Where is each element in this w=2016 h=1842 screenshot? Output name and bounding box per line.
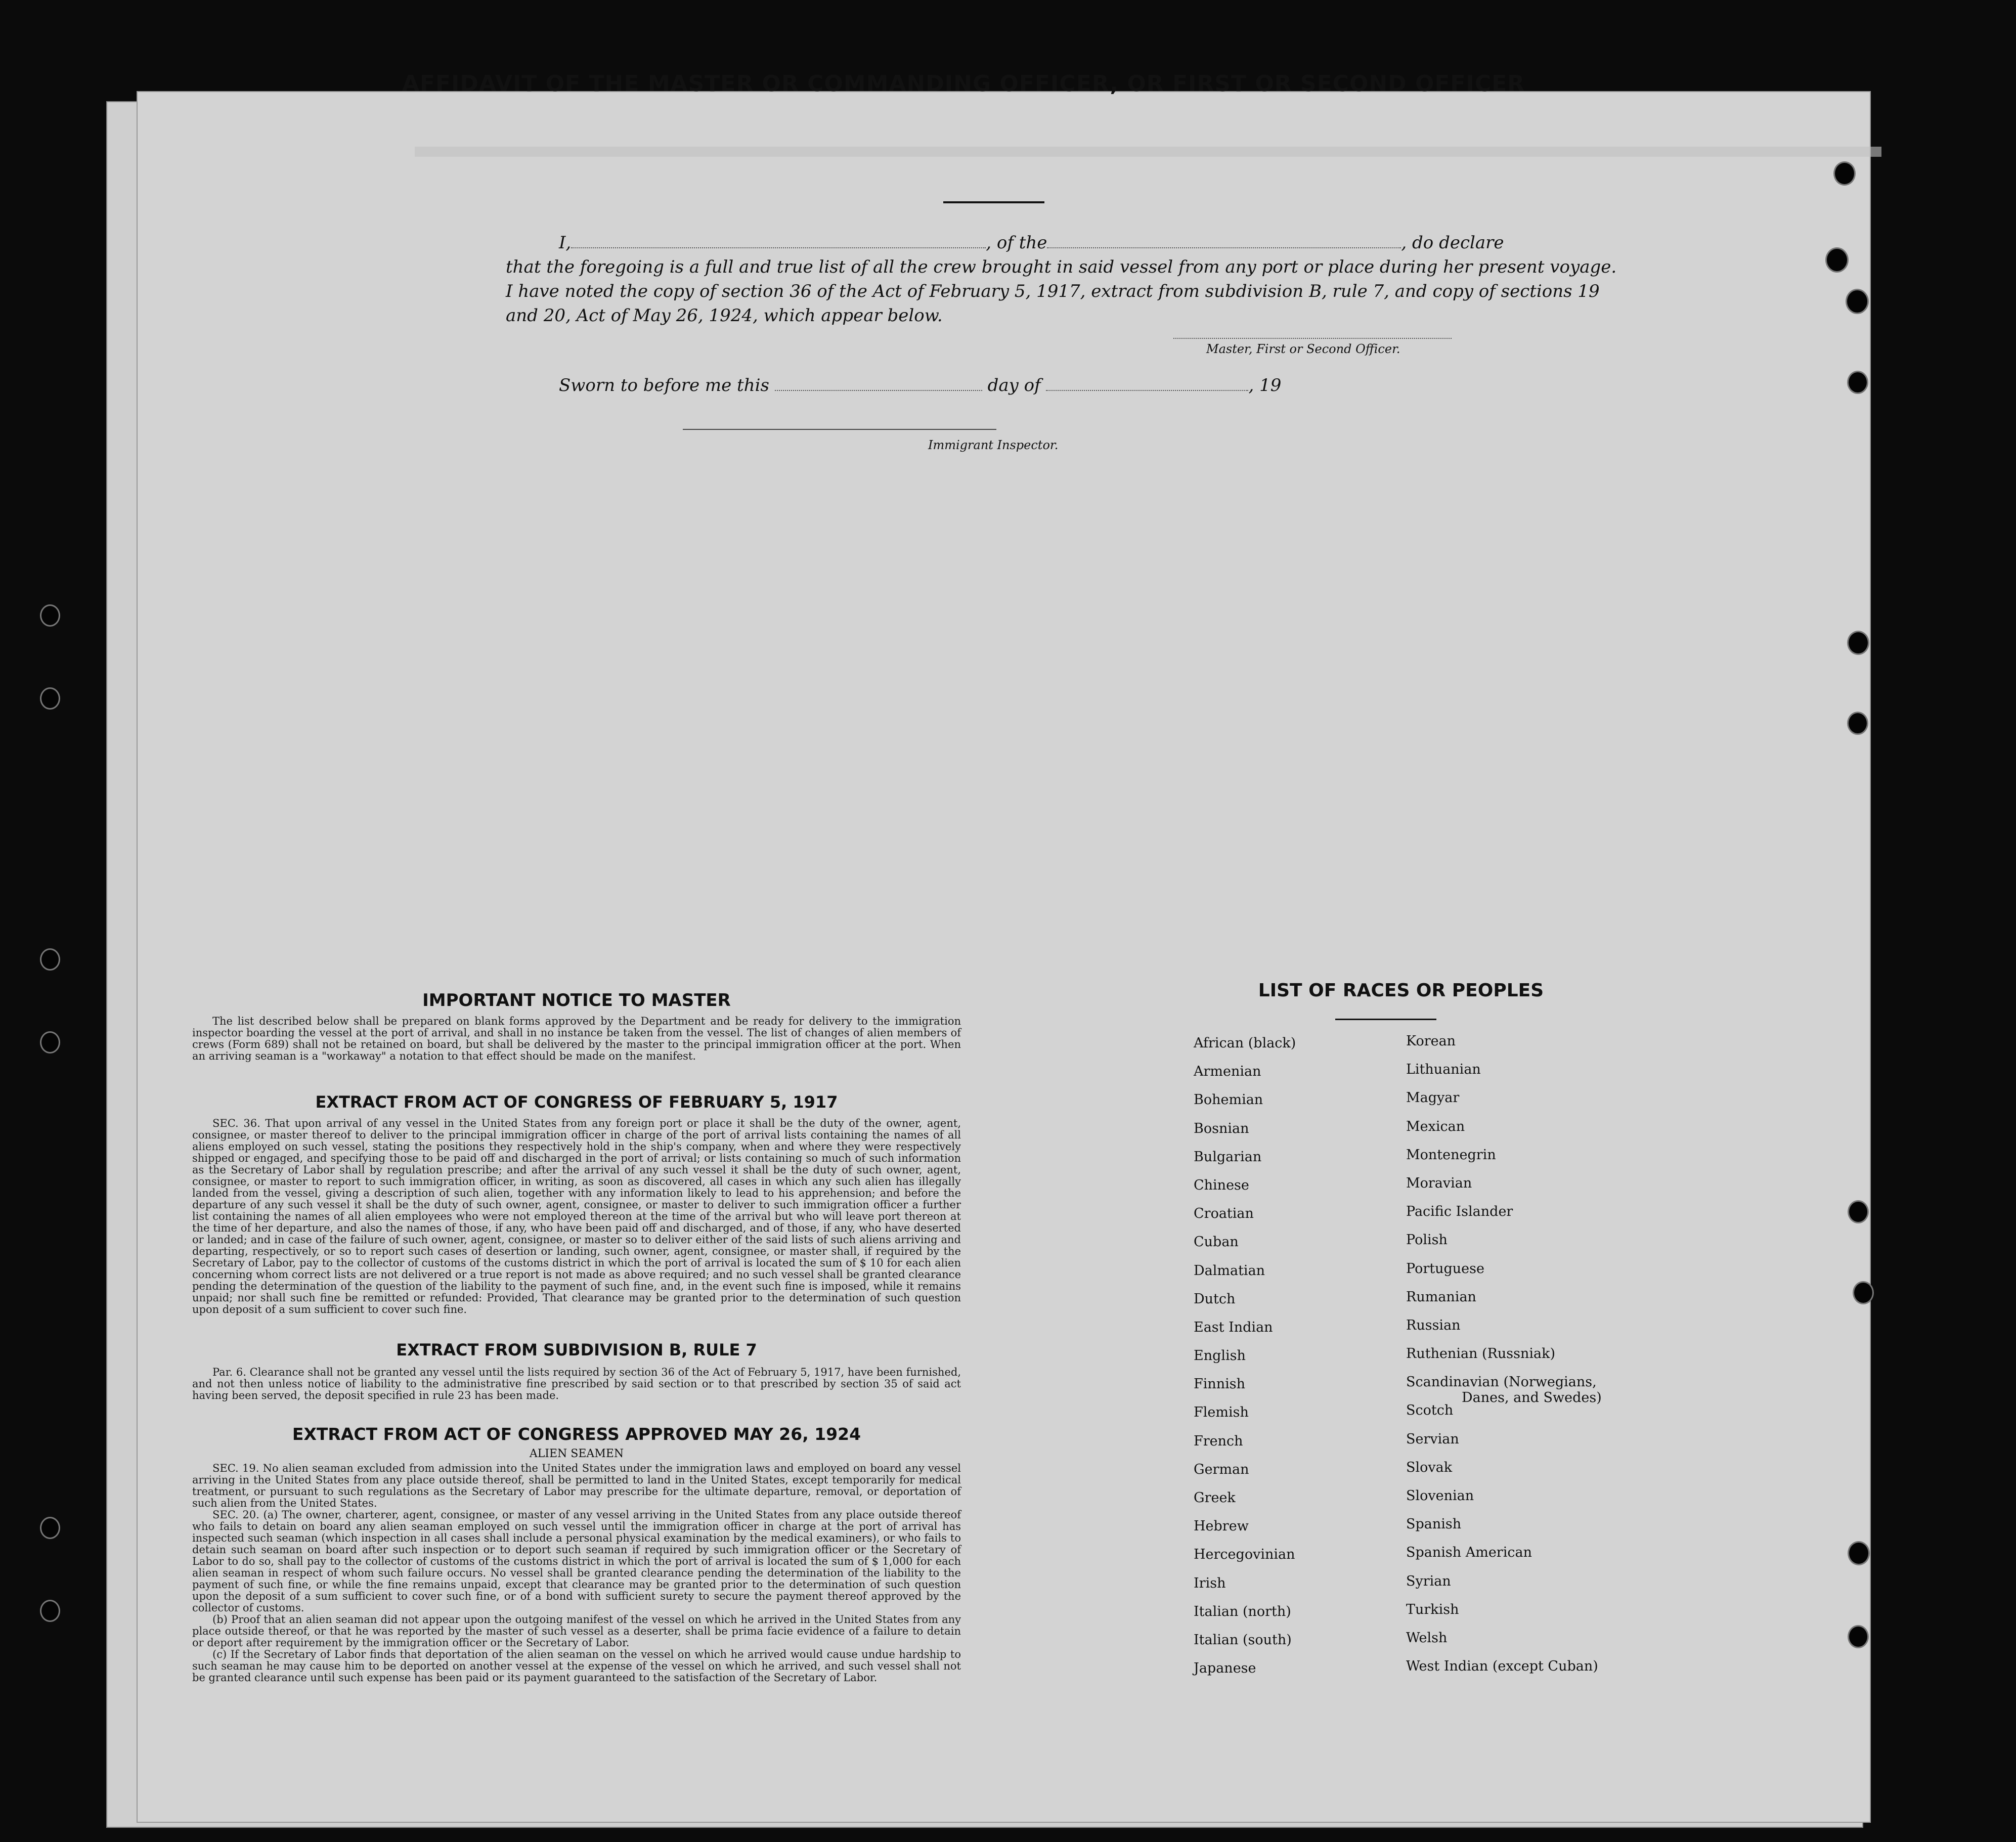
- race-item: Portuguese: [1406, 1260, 1484, 1277]
- extract-1924-text: [192, 1463, 961, 1684]
- race-item: Welsh: [1406, 1630, 1448, 1646]
- race-item: Slovak: [1406, 1459, 1453, 1475]
- notice-title: IMPORTANT NOTICE TO MASTER: [422, 990, 731, 1011]
- race-item: Italian (north): [1194, 1603, 1291, 1619]
- extract-1917-text: [192, 1118, 961, 1315]
- race-item: Russian: [1406, 1317, 1461, 1333]
- binder-hole-icon: [41, 1601, 59, 1620]
- binder-hole-icon: [41, 950, 59, 969]
- race-item: Italian (south): [1194, 1632, 1292, 1648]
- binder-hole-icon: [1849, 1627, 1867, 1647]
- race-item: Moravian: [1406, 1175, 1472, 1191]
- race-item: Scandinavian (Norwegians,: [1406, 1374, 1597, 1390]
- binder-hole-icon: [1835, 163, 1854, 184]
- affidavit-line-3: I have noted the copy of section 36 of the Act of February 5, 1917, extract from subdivision B, rule 7, and copy of sections 19: [506, 281, 1600, 301]
- inspector-signature-line: [683, 429, 996, 430]
- race-item: Magyar: [1406, 1090, 1460, 1106]
- race-item: Hebrew: [1194, 1518, 1249, 1534]
- sec20c-paragraph: (c) If the Secretary of Labor finds that deportation of the alien seaman on the vessel on which he arrived would cause undue hardship to such seaman he may cause him to be deported on another vessel at the expense of the vessel on which he arrived, and such vessel shall not be granted clearance until such expense has been paid or its payment guaranteed to the satisfaction of the Secretary of Labor.: [192, 1648, 961, 1684]
- race-item: Bosnian: [1194, 1120, 1249, 1136]
- race-item: Bulgarian: [1194, 1149, 1262, 1165]
- race-item: Turkish: [1406, 1601, 1459, 1617]
- year-label: , 19: [1248, 375, 1282, 396]
- affidavit-line-1: [559, 233, 1504, 253]
- sworn-line: [559, 375, 1281, 396]
- alien-seamen-subtitle: ALIEN SEAMEN: [529, 1448, 624, 1460]
- race-item: Greek: [1194, 1490, 1236, 1506]
- race-item: Montenegrin: [1406, 1147, 1496, 1163]
- race-item: Dutch: [1194, 1291, 1236, 1307]
- race-item: Finnish: [1194, 1376, 1246, 1392]
- affidavit-title: AFFIDAVIT OF THE MASTER OR COMMANDING OFFICER, OR FIRST OR SECOND OFFICER: [402, 71, 1525, 97]
- affidavit-line-4: and 20, Act of May 26, 1924, which appear below.: [506, 305, 943, 326]
- race-item: East Indian: [1194, 1319, 1273, 1335]
- binder-hole-icon: [41, 1518, 59, 1538]
- of-the-label: , of the: [986, 233, 1047, 253]
- i-label: I,: [559, 233, 572, 253]
- binder-hole-icon: [1854, 1283, 1872, 1303]
- binder-hole-icon: [1849, 713, 1867, 733]
- race-item: English: [1194, 1348, 1246, 1364]
- sec19-paragraph: SEC. 19. No alien seaman excluded from admission into the United States under the immigration laws and employed on board any vessel arriving in the United States from any place outside thereof, shall be permitted to land in the United States, except temporarily for medical treatment, or pursuant to such regulations as the Secretary of Labor may prescribe for the ultimate departure, removal, or deportation of such alien from the United States.: [192, 1462, 961, 1509]
- race-item: Scotch: [1406, 1402, 1454, 1419]
- race-item: Bohemian: [1194, 1092, 1263, 1108]
- race-item: Spanish: [1406, 1516, 1462, 1532]
- race-item: Hercegovinian: [1194, 1547, 1295, 1563]
- bleed-through-shadow: [415, 147, 1881, 157]
- race-item: African (black): [1194, 1035, 1296, 1051]
- sworn-label: Sworn to before me this: [559, 375, 769, 396]
- race-item: West Indian (except Cuban): [1406, 1658, 1598, 1675]
- rule7-title: EXTRACT FROM SUBDIVISION B, RULE 7: [396, 1340, 757, 1359]
- races-left-column: [1194, 1036, 1296, 1689]
- binder-hole-icon: [1827, 249, 1847, 271]
- race-item: Korean: [1406, 1033, 1456, 1049]
- race-item: Mexican: [1406, 1118, 1465, 1134]
- day-blank[interactable]: [775, 376, 982, 391]
- sec20a-paragraph: SEC. 20. (a) The owner, charterer, agent, consignee, or master of any vessel arriving in the United States from any place outside thereof who fails to detain on board any alien seaman employed on such vessel until the immigration officer in charge at the port of arrival has inspected such seaman (which inspection in all cases shall include a personal physical examination by the medical examiners), or who fails to detain such seaman on board after such inspection or to deport such seaman if required by such immigration officer or the Secretary of Labor to do so, shall pay to the collector of customs of the customs district in which the port of arrival is located the sum of $ 1,000 for each alien seaman in respect of whom such failure occurs. No vessel shall be granted clearance pending the determination of the liability to the payment of such fine, or while the fine remains unpaid, except that clearance may be granted prior to the determination of such question upon the deposit of a sum sufficient to cover such fine, or of a bond with sufficient surety to secure the payment thereof approved by the collector of customs.: [192, 1509, 961, 1614]
- binder-hole-icon: [41, 1033, 59, 1052]
- notice-text: [192, 1016, 961, 1062]
- par6-paragraph: Par. 6. Clearance shall not be granted any vessel until the lists required by section 36 of the Act of February 5, 1917, have been furnished, and not then unless notice of liability to the administrative fine prescribed by said section or to that prescribed by section 35 of said act having been served, the deposit specified in rule 23 has been made.: [192, 1366, 961, 1401]
- scandinavian-continuation: Danes, and Swedes): [1462, 1390, 1602, 1406]
- race-item: Syrian: [1406, 1573, 1451, 1589]
- binder-hole-icon: [1849, 372, 1867, 392]
- signature-caption: Master, First or Second Officer.: [1206, 342, 1400, 356]
- race-item: Dalmatian: [1194, 1262, 1265, 1279]
- race-item: Pacific Islander: [1406, 1204, 1513, 1220]
- inspector-caption: Immigrant Inspector.: [928, 438, 1059, 452]
- race-item: Cuban: [1194, 1234, 1239, 1250]
- race-item: German: [1194, 1461, 1249, 1477]
- affidavit-line-2: that the foregoing is a full and true list of all the crew brought in said vessel from any port or place during her present voyage.: [506, 257, 1617, 277]
- month-blank[interactable]: [1046, 376, 1248, 391]
- extract-1924-title: EXTRACT FROM ACT OF CONGRESS APPROVED MAY 26, 1924: [292, 1424, 861, 1444]
- race-item: Irish: [1194, 1575, 1226, 1591]
- races-title: LIST OF RACES OR PEOPLES: [1258, 980, 1544, 1001]
- race-item: Rumanian: [1406, 1289, 1476, 1305]
- races-right-column: [1406, 1034, 1598, 1687]
- race-item: Spanish American: [1406, 1545, 1532, 1561]
- binder-hole-icon: [41, 689, 59, 708]
- race-item: Ruthenian (Russniak): [1406, 1346, 1556, 1362]
- race-item: Japanese: [1194, 1660, 1256, 1677]
- vessel-blank[interactable]: [1047, 233, 1401, 248]
- race-item: Slovenian: [1406, 1488, 1474, 1504]
- binder-hole-icon: [1849, 1543, 1868, 1564]
- races-underline: [1335, 1019, 1436, 1020]
- signature-blank[interactable]: [1173, 324, 1452, 339]
- race-item: Polish: [1406, 1232, 1448, 1248]
- binder-hole-icon: [1849, 632, 1868, 653]
- race-item: Flemish: [1194, 1405, 1249, 1421]
- sec20b-paragraph: (b) Proof that an alien seaman did not appear upon the outgoing manifest of the vessel on which he arrived in the United States from any place outside thereof, or that he was reported by the master of such vessel as a deserter, shall be prima facie evidence of a failure to detain or deport after requirement by the immigration officer or the Secretary of Labor.: [192, 1613, 961, 1649]
- do-declare-label: , do declare: [1401, 233, 1504, 253]
- binder-hole-icon: [1847, 290, 1867, 313]
- binder-hole-icon: [41, 606, 59, 625]
- extract-1917-title: EXTRACT FROM ACT OF CONGRESS OF FEBRUARY 5, 1917: [315, 1092, 838, 1112]
- race-item: Lithuanian: [1406, 1062, 1481, 1078]
- race-item: French: [1194, 1433, 1243, 1449]
- race-item: Armenian: [1194, 1064, 1261, 1080]
- sec36-paragraph: SEC. 36. That upon arrival of any vessel in the United States from any foreign port or place it shall be the duty of the owner, agent, consignee, or master thereof to deliver to the principal immigration officer in charge of the port of arrival lists containing the names of all aliens employed on such vessel, stating the positions they respectively hold in the ship's company, when and where they were respectively shipped or engaged, and specifying those to be paid off and discharged in the port of arrival; or lists containing so much of such information as the Secretary of Labor shall by regulation prescribe; and after the arrival of any such vessel it shall be the duty of such owner, agent, consignee, or master to report to such immigration officer, in writing, as soon as discovered, all cases in which any such alien has illegally landed from the vessel, giving a description of such alien, together with any information likely to lead to his apprehension; and before the departure of any such vessel it shall be the duty of such owner, agent, consignee, or master to deliver to such immigration officer a further list containing the names of all alien employees who were not employed thereon at the time of the arrival but who will leave port thereon at the time of her departure, and also the names of those, if any, who have been paid off and discharged, and of those, if any, who have deserted or landed; and in case of the failure of such owner, agent, consignee, or master so to deliver either of the said lists of such aliens arriving and departing, respectively, or so to report such cases of desertion or landing, such owner, agent, consignee, or master shall, if required by the Secretary of Labor, pay to the collector of customs of the customs district in which the port of arrival is located the sum of $ 10 for each alien concerning whom correct lists are not delivered or a true report is not made as above required; and no such vessel shall be granted clearance pending the determination of the question of the liability to the payment of such fine, and, in the event such fine is imposed, while it remains unpaid; nor shall such fine be remitted or refunded: Provided, That clearance may be granted prior to the determination of such question upon deposit of a sum sufficient to cover such fine.: [192, 1117, 961, 1315]
- rule7-text: [192, 1367, 961, 1401]
- title-underline: [943, 201, 1044, 203]
- binder-hole-icon: [1849, 1202, 1867, 1222]
- race-item: Croatian: [1194, 1206, 1254, 1222]
- race-item: Chinese: [1194, 1177, 1249, 1193]
- day-of-label: day of: [987, 375, 1041, 396]
- notice-paragraph: The list described below shall be prepared on blank forms approved by the Department and be ready for delivery to the immigration inspector boarding the vessel at the port of arrival, and shall in no instance be taken from the vessel. The list of changes of alien members of crews (Form 689) shall not be retained on board, but shall be delivered by the master to the principal immigration officer at the port. When an arriving seaman is a "workaway" a notation to that effect should be made on the manifest.: [192, 1015, 961, 1062]
- race-item: Servian: [1406, 1431, 1459, 1447]
- name-blank[interactable]: [571, 233, 986, 248]
